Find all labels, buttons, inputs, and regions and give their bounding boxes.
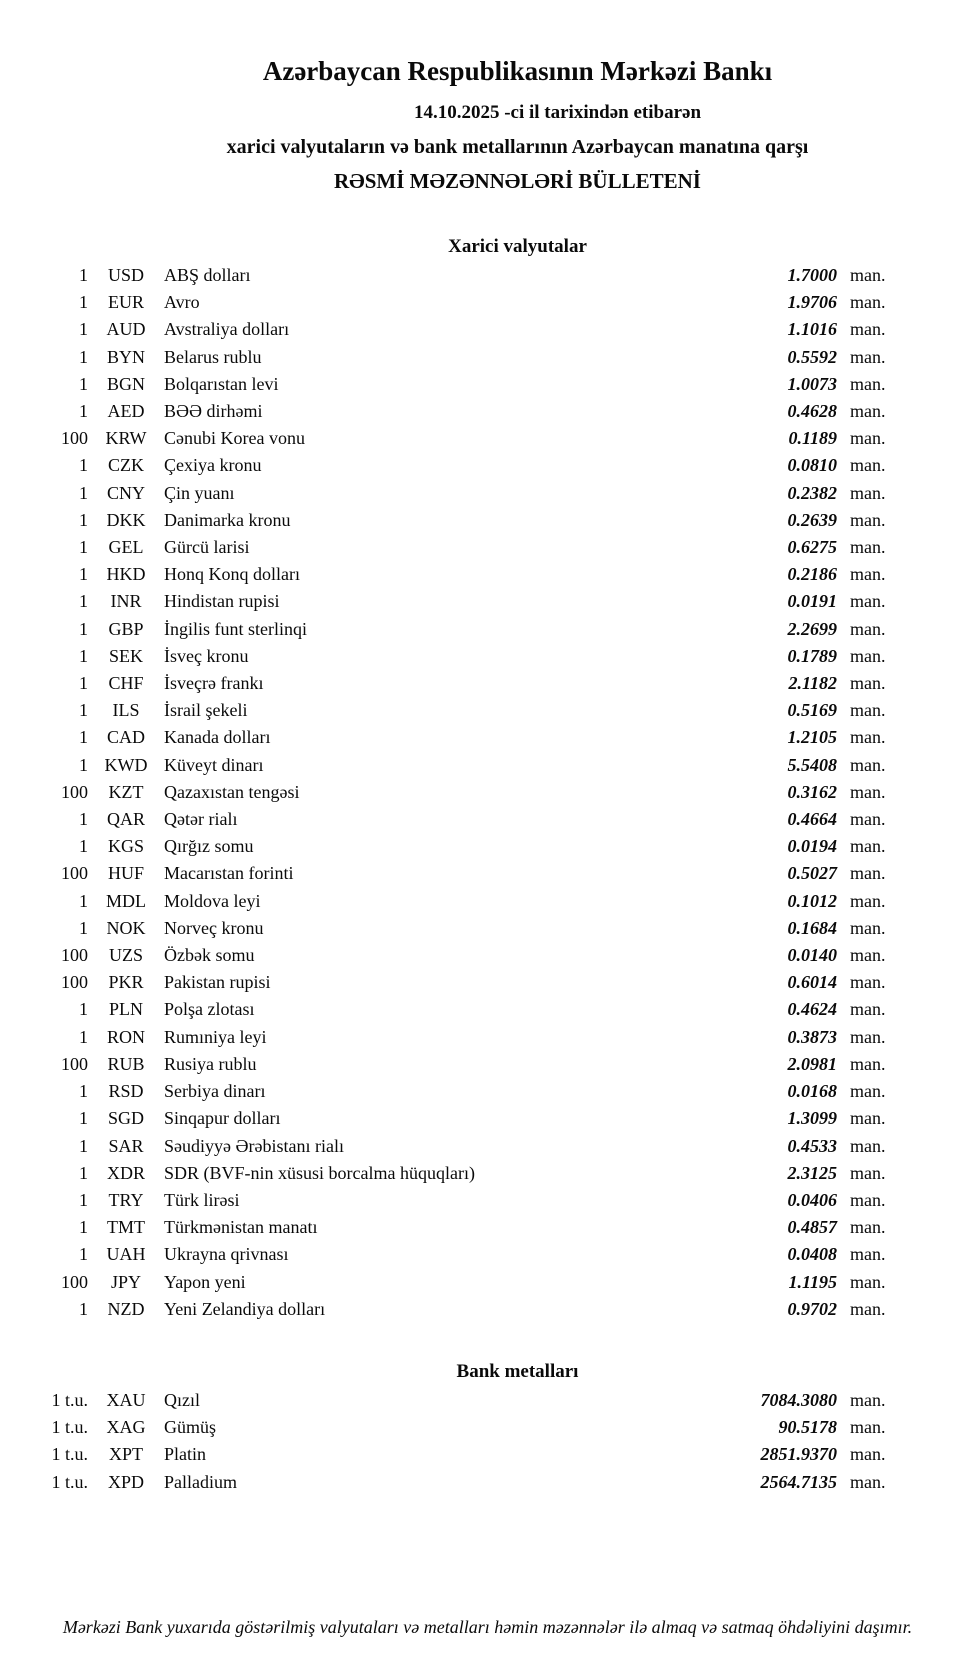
rate-row [0, 1241, 975, 1268]
rate-value: 0.4624 [787, 999, 837, 1020]
rate-row [0, 752, 975, 779]
currency-name: Hindistan rupisi [164, 591, 280, 612]
currency-name: SDR (BVF-nin xüsusi borcalma hüquqları) [164, 1162, 475, 1183]
rate-row [0, 942, 975, 969]
unit-label: man. [850, 428, 886, 449]
rate-row [0, 588, 975, 615]
rate-row [0, 1296, 975, 1323]
currency-name: Çexiya kronu [164, 455, 262, 476]
unit-label: man. [850, 1026, 886, 1047]
rate-value: 5.5408 [787, 754, 837, 775]
quantity-value: 1 [79, 618, 88, 639]
quantity-value: 1 [79, 999, 88, 1020]
currency-name: Polşa zlotası [164, 999, 255, 1020]
currency-code: USD [107, 265, 144, 285]
currency-code: XDR [106, 1162, 145, 1183]
rate-row [0, 616, 975, 643]
currency-name: Macarıstan forinti [164, 863, 294, 884]
quantity-value: 1 [79, 754, 88, 775]
rate-row [0, 425, 975, 452]
currency-code: PLN [108, 999, 143, 1020]
bulletin-header [0, 0, 975, 196]
quantity-value: 1 t.u. [51, 1417, 88, 1438]
rate-row [0, 534, 975, 561]
unit-label: man. [850, 917, 886, 938]
currency-code: XAG [106, 1417, 146, 1438]
currency-code: GEL [108, 537, 144, 558]
rate-row [0, 1024, 975, 1051]
foreign-currencies-section [0, 234, 975, 1323]
rate-row [0, 996, 975, 1023]
rate-value: 2.3125 [787, 1162, 837, 1183]
quantity-value: 100 [61, 945, 88, 966]
quantity-value: 1 [79, 265, 88, 285]
rate-value: 0.1789 [787, 645, 837, 666]
rate-value: 0.4857 [787, 1217, 837, 1238]
quantity-value: 1 [79, 1298, 88, 1319]
unit-label: man. [850, 1162, 886, 1183]
currency-code: SAR [108, 1135, 144, 1156]
currencies-table [0, 262, 975, 1323]
rate-row [0, 452, 975, 479]
quantity-value: 1 [79, 373, 88, 394]
rate-value: 1.1016 [787, 319, 837, 340]
unit-label: man. [850, 564, 886, 585]
rate-row [0, 371, 975, 398]
disclaimer-text: Mərkəzi Bank yuxarıda göstərilmiş valyutaları və metalları həmin məzənnələr ilə almaq və satmaq öhdəliyini daşımır. [62, 1616, 913, 1637]
unit-label: man. [850, 1417, 886, 1438]
currency-name: ABŞ dolları [164, 265, 251, 285]
unit-label: man. [850, 945, 886, 966]
currency-name: Yapon yeni [164, 1271, 246, 1292]
rate-row [0, 1133, 975, 1160]
currency-name: Moldova leyi [164, 890, 261, 911]
quantity-value: 100 [61, 428, 88, 449]
currency-name: İsveçrə frankı [164, 673, 264, 694]
rate-value: 0.9702 [787, 1298, 837, 1319]
unit-label: man. [850, 1244, 886, 1265]
currency-name: Türkmənistan manatı [164, 1217, 318, 1238]
currency-code: KZT [108, 781, 144, 802]
rate-value: 0.2639 [787, 509, 837, 530]
quantity-value: 1 [79, 509, 88, 530]
rate-value: 0.5169 [787, 700, 837, 721]
rate-row [0, 1269, 975, 1296]
rate-row [0, 860, 975, 887]
quantity-value: 1 [79, 917, 88, 938]
quantity-value: 1 [79, 673, 88, 694]
rate-row [0, 724, 975, 751]
rate-value: 0.0191 [787, 591, 837, 612]
currency-code: UZS [108, 945, 143, 966]
rate-value: 7084.3080 [760, 1389, 837, 1410]
currency-code: AED [107, 401, 145, 422]
unit-label: man. [850, 972, 886, 993]
rate-row [0, 806, 975, 833]
currency-code: CZK [108, 455, 144, 476]
currency-name: Palladium [164, 1471, 237, 1492]
currency-name: Avro [164, 292, 200, 313]
currency-name: Ukrayna qrivnası [164, 1244, 289, 1265]
unit-label: man. [850, 1298, 886, 1319]
quantity-value: 1 [79, 482, 88, 503]
rate-value: 0.4664 [787, 809, 837, 830]
currency-code: TMT [107, 1217, 145, 1238]
rate-row [0, 507, 975, 534]
unit-label: man. [850, 863, 886, 884]
unit-label: man. [850, 809, 886, 830]
currency-code: GBP [108, 618, 144, 639]
currency-code: RON [106, 1026, 145, 1047]
unit-label: man. [850, 727, 886, 748]
rate-value: 0.1684 [787, 917, 837, 938]
currency-code: HKD [106, 564, 146, 585]
metals-section-title: Bank metalları [456, 1360, 579, 1382]
rate-row [0, 670, 975, 697]
rate-value: 0.4533 [787, 1135, 837, 1156]
rate-row [0, 888, 975, 915]
unit-label: man. [850, 1189, 886, 1210]
unit-label: man. [850, 591, 886, 612]
unit-label: man. [850, 700, 886, 721]
currencies-section-title: Xarici valyutalar [448, 236, 587, 257]
currency-name: Yeni Zelandiya dolları [164, 1298, 326, 1319]
quantity-value: 1 [79, 1189, 88, 1210]
rate-value: 2851.9370 [760, 1444, 837, 1465]
rate-row [0, 480, 975, 507]
rate-row [0, 1469, 975, 1496]
currency-name: Serbiya dinarı [164, 1081, 266, 1102]
quantity-value: 1 [79, 537, 88, 558]
currency-name: Qətər rialı [164, 809, 238, 830]
unit-label: man. [850, 618, 886, 639]
rate-row [0, 398, 975, 425]
rate-value: 0.5027 [787, 863, 837, 884]
rate-value: 0.0194 [787, 836, 837, 857]
quantity-value: 100 [61, 1053, 88, 1074]
quantity-value: 1 [79, 727, 88, 748]
rate-row [0, 289, 975, 316]
currency-code: KRW [105, 428, 147, 449]
rate-row [0, 1414, 975, 1441]
quantity-value: 1 [79, 591, 88, 612]
currency-name: Qırğız somu [164, 836, 254, 857]
rate-value: 2.0981 [787, 1053, 837, 1074]
rate-value: 1.0073 [787, 373, 837, 394]
quantity-value: 1 [79, 809, 88, 830]
currency-code: CHF [108, 673, 144, 694]
currency-name: Norveç kronu [164, 917, 264, 938]
quantity-value: 1 [79, 1108, 88, 1129]
rate-value: 0.0168 [787, 1081, 837, 1102]
quantity-value: 1 [79, 319, 88, 340]
currency-code: PKR [108, 972, 144, 993]
rate-value: 1.9706 [787, 292, 837, 313]
currency-name: Küveyt dinarı [164, 754, 264, 775]
quantity-value: 100 [61, 1271, 88, 1292]
currency-code: ILS [112, 700, 140, 721]
currency-name: Çin yuanı [164, 482, 235, 503]
quantity-value: 1 [79, 401, 88, 422]
rate-value: 0.1189 [788, 428, 837, 449]
quantity-value: 1 [79, 455, 88, 476]
quantity-value: 1 [79, 346, 88, 367]
unit-label: man. [850, 509, 886, 530]
currency-name: Belarus rublu [164, 346, 262, 367]
rate-value: 0.6014 [787, 972, 837, 993]
rate-value: 2.1182 [788, 673, 837, 694]
currency-code: JPY [110, 1271, 141, 1292]
currency-code: BYN [106, 346, 145, 367]
quantity-value: 1 [79, 1217, 88, 1238]
currency-name: Gümüş [164, 1417, 217, 1438]
currency-name: İsveç kronu [164, 645, 249, 666]
quantity-value: 1 [79, 292, 88, 313]
rate-row [0, 697, 975, 724]
currency-name: Gürcü larisi [164, 537, 250, 558]
unit-label: man. [850, 1053, 886, 1074]
quantity-value: 1 t.u. [51, 1471, 88, 1492]
rate-value: 1.7000 [787, 265, 837, 285]
currency-name: Avstraliya dolları [164, 319, 290, 340]
rate-value: 0.2382 [787, 482, 837, 503]
rate-row [0, 779, 975, 806]
quantity-value: 100 [61, 863, 88, 884]
rate-row [0, 1051, 975, 1078]
currency-name: İngilis funt sterlinqi [164, 618, 307, 639]
rate-row [0, 1160, 975, 1187]
bulletin-title: RƏSMİ MƏZƏNNƏLƏRİ BÜLLETENİ [334, 169, 701, 193]
currency-code: XAU [106, 1389, 146, 1410]
currency-code: TRY [108, 1189, 144, 1210]
currency-code: KGS [107, 836, 144, 857]
unit-label: man. [850, 1271, 886, 1292]
rate-row [0, 1105, 975, 1132]
rate-value: 0.0810 [787, 455, 837, 476]
rate-row [0, 1187, 975, 1214]
unit-label: man. [850, 401, 886, 422]
unit-label: man. [850, 319, 886, 340]
quantity-value: 1 [79, 890, 88, 911]
currency-code: XPD [107, 1471, 144, 1492]
unit-label: man. [850, 673, 886, 694]
currency-name: Cənubi Korea vonu [164, 428, 305, 449]
quantity-value: 1 [79, 836, 88, 857]
rate-row [0, 1441, 975, 1468]
unit-label: man. [850, 1471, 886, 1492]
rate-row [0, 316, 975, 343]
rate-row [0, 561, 975, 588]
rate-row [0, 1214, 975, 1241]
metals-table [0, 1387, 975, 1496]
quantity-value: 1 [79, 645, 88, 666]
rate-value: 2564.7135 [760, 1471, 837, 1492]
currency-name: BƏƏ dirhəmi [164, 401, 263, 422]
rate-row [0, 262, 975, 289]
quantity-value: 1 [79, 1162, 88, 1183]
currency-code: INR [110, 591, 142, 612]
rate-row [0, 643, 975, 670]
currency-name: Danimarka kronu [164, 509, 291, 530]
rate-row [0, 1078, 975, 1105]
currency-code: SGD [107, 1108, 144, 1129]
unit-label: man. [850, 781, 886, 802]
currency-code: RSD [108, 1081, 144, 1102]
currency-code: HUF [107, 863, 144, 884]
rate-value: 0.0408 [787, 1244, 837, 1265]
currency-name: Pakistan rupisi [164, 972, 271, 993]
unit-label: man. [850, 265, 886, 285]
currency-code: AUD [106, 319, 146, 340]
rate-value: 1.2105 [787, 727, 837, 748]
rate-value: 1.1195 [788, 1271, 837, 1292]
currency-code: XPT [108, 1444, 143, 1465]
unit-label: man. [850, 455, 886, 476]
currency-name: Honq Konq dolları [164, 564, 300, 585]
quantity-value: 1 [79, 1026, 88, 1047]
currency-name: Rusiya rublu [164, 1053, 257, 1074]
effective-date-line: 14.10.2025 -ci il tarixindən etibarən [413, 102, 702, 123]
unit-label: man. [850, 645, 886, 666]
unit-label: man. [850, 999, 886, 1020]
currency-name: Qazaxıstan tengəsi [164, 781, 300, 802]
rate-value: 0.4628 [787, 401, 837, 422]
currency-code: BGN [106, 373, 145, 394]
rate-row [0, 915, 975, 942]
currency-code: DKK [106, 509, 146, 530]
currency-name: Platin [164, 1444, 207, 1465]
unit-label: man. [850, 373, 886, 394]
quantity-value: 1 t.u. [51, 1389, 88, 1410]
rate-value: 0.2186 [787, 564, 837, 585]
rate-value: 0.1012 [787, 890, 837, 911]
rate-value: 0.6275 [787, 537, 837, 558]
bulletin-subtitle: xarici valyutaların və bank metallarının Azərbaycan manatına qarşı [226, 136, 809, 158]
unit-label: man. [850, 1389, 886, 1410]
quantity-value: 100 [61, 781, 88, 802]
currency-name: Səudiyyə Ərəbistanı rialı [164, 1135, 344, 1156]
currency-code: KWD [104, 754, 148, 775]
currency-code: NOK [106, 917, 146, 938]
currency-name: Bolqarıstan levi [164, 373, 279, 394]
unit-label: man. [850, 482, 886, 503]
rate-value: 90.5178 [778, 1417, 837, 1438]
unit-label: man. [850, 1135, 886, 1156]
quantity-value: 1 [79, 1081, 88, 1102]
quantity-value: 1 [79, 564, 88, 585]
unit-label: man. [850, 1108, 886, 1129]
unit-label: man. [850, 836, 886, 857]
currency-name: Sinqapur dolları [164, 1108, 281, 1129]
bulletin-footer [0, 1614, 975, 1640]
unit-label: man. [850, 537, 886, 558]
currency-name: Özbək somu [164, 945, 255, 966]
currency-name: Qızıl [164, 1389, 200, 1410]
currency-code: CNY [106, 482, 145, 503]
quantity-value: 1 [79, 1135, 88, 1156]
currency-code: RUB [107, 1053, 145, 1074]
currency-name: Türk lirəsi [164, 1189, 240, 1210]
rate-value: 0.5592 [787, 346, 837, 367]
rate-value: 0.0140 [787, 945, 837, 966]
bank-name-title: Azərbaycan Respublikasının Mərkəzi Bankı [262, 56, 773, 86]
unit-label: man. [850, 292, 886, 313]
rate-row [0, 969, 975, 996]
unit-label: man. [850, 1081, 886, 1102]
unit-label: man. [850, 1217, 886, 1238]
quantity-value: 1 t.u. [51, 1444, 88, 1465]
quantity-value: 100 [61, 972, 88, 993]
currency-name: Rumıniya leyi [164, 1026, 267, 1047]
bank-metals-section [0, 1359, 975, 1496]
currency-code: MDL [106, 890, 146, 911]
currency-code: EUR [108, 292, 144, 313]
currency-code: QAR [106, 809, 145, 830]
currency-code: CAD [106, 727, 145, 748]
unit-label: man. [850, 754, 886, 775]
unit-label: man. [850, 890, 886, 911]
unit-label: man. [850, 346, 886, 367]
currency-name: İsrail şekeli [164, 700, 248, 721]
quantity-value: 1 [79, 700, 88, 721]
rate-value: 0.0406 [787, 1189, 837, 1210]
rate-value: 1.3099 [787, 1108, 837, 1129]
currency-code: SEK [108, 645, 143, 666]
rate-value: 0.3162 [787, 781, 837, 802]
currency-name: Kanada dolları [164, 727, 271, 748]
quantity-value: 1 [79, 1244, 88, 1265]
unit-label: man. [850, 1444, 886, 1465]
rate-value: 2.2699 [787, 618, 837, 639]
currency-code: NZD [107, 1298, 145, 1319]
rate-row [0, 1387, 975, 1414]
currency-code: UAH [106, 1244, 146, 1265]
rate-row [0, 344, 975, 371]
rate-value: 0.3873 [787, 1026, 837, 1047]
rate-row [0, 833, 975, 860]
